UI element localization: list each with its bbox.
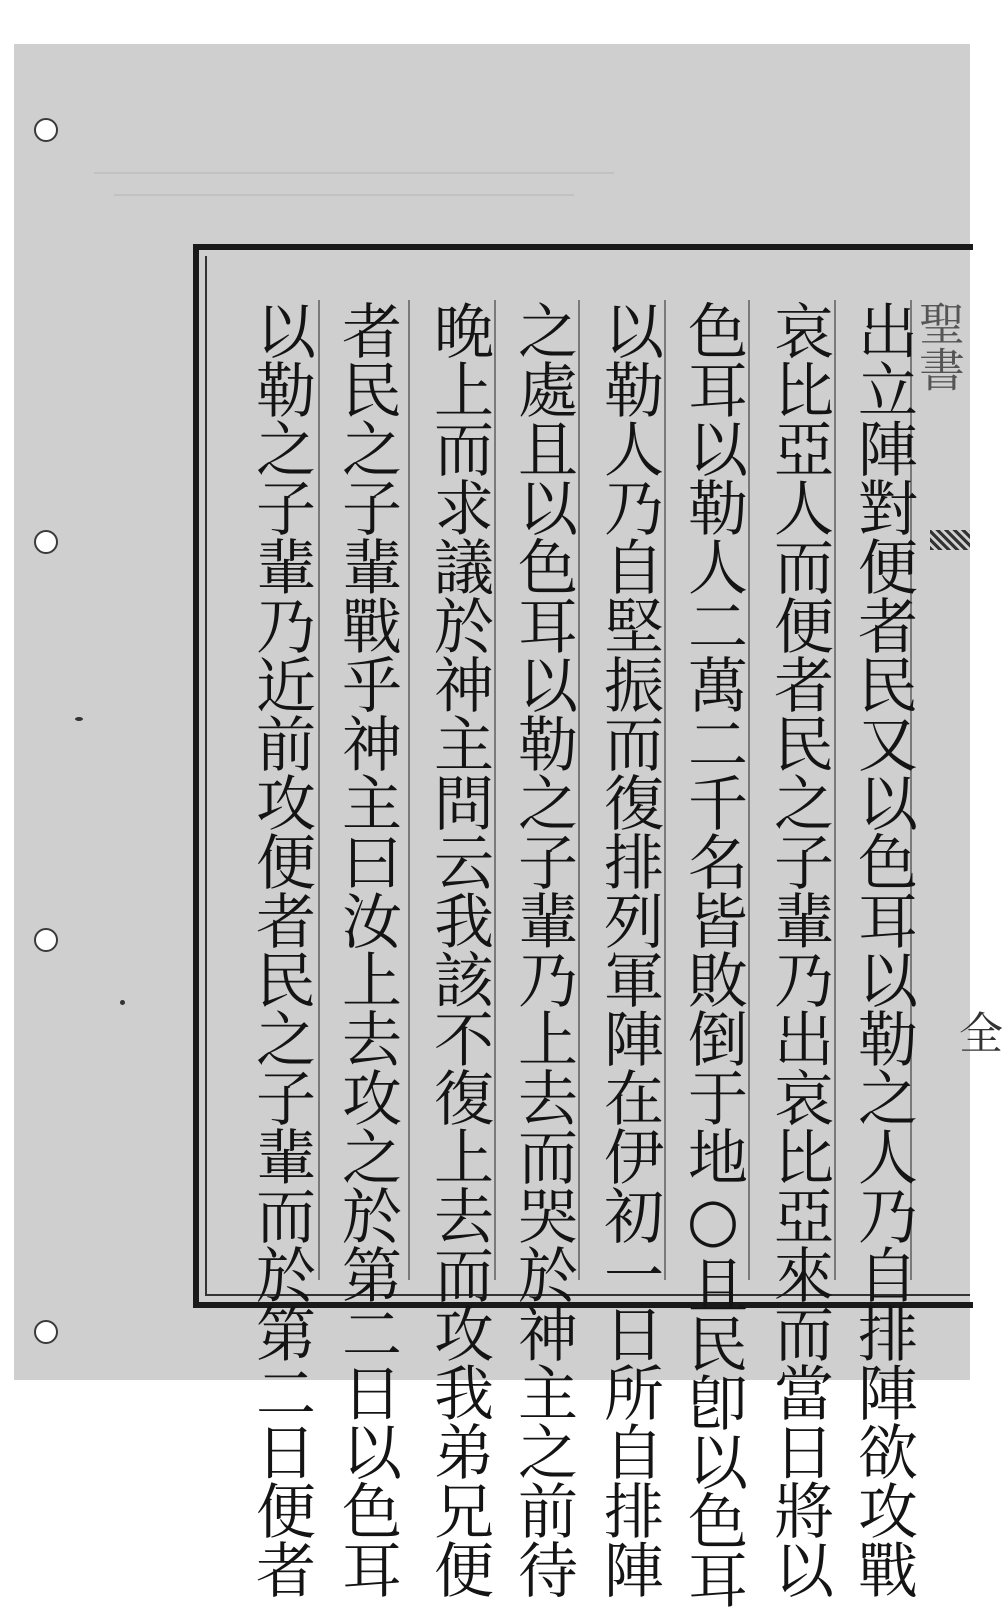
punch-hole-icon [34,1320,58,1344]
text-column-3: 色耳以勒人二萬二千名皆敗倒于地○且民卽以色耳 [678,300,748,1608]
text-column-1: 出立陣對便者民又以色耳以勒之人乃自排陣欲攻戰 [848,300,918,1598]
text-column-4: 以勒人乃自堅振而復排列軍陣在伊初一日所自排陣 [594,300,664,1598]
speck-mark [120,1000,125,1005]
text-column-2: 哀比亞人而便者民之子輩乃出哀比亞來而當日將以 [764,300,834,1598]
text-column-6: 晚上而求議於神主問云我該不復上去而攻我弟兄便 [424,300,494,1598]
text-column-8: 以勒之子輩乃近前攻便者民之子輩而於第二日便者 [246,300,316,1598]
text-column-5: 之處且以色耳以勒之子輩乃上去而哭於神主之前待 [508,300,578,1598]
frame-inner-rule [205,256,207,1296]
column-rule [408,300,410,1280]
text-column-7: 者民之子輩戰乎神主曰汝上去攻之於第二日以色耳 [332,300,402,1598]
page-edge-glyph: 全 [951,1010,1002,1054]
bleed-through-line [114,194,574,196]
punch-hole-icon [34,530,58,554]
ornament-icon [930,530,970,550]
punch-hole-icon [34,118,58,142]
running-title: 聖書 [912,300,966,392]
punch-hole-icon [34,928,58,952]
speck-mark [75,717,83,721]
bleed-through-line [94,172,614,174]
